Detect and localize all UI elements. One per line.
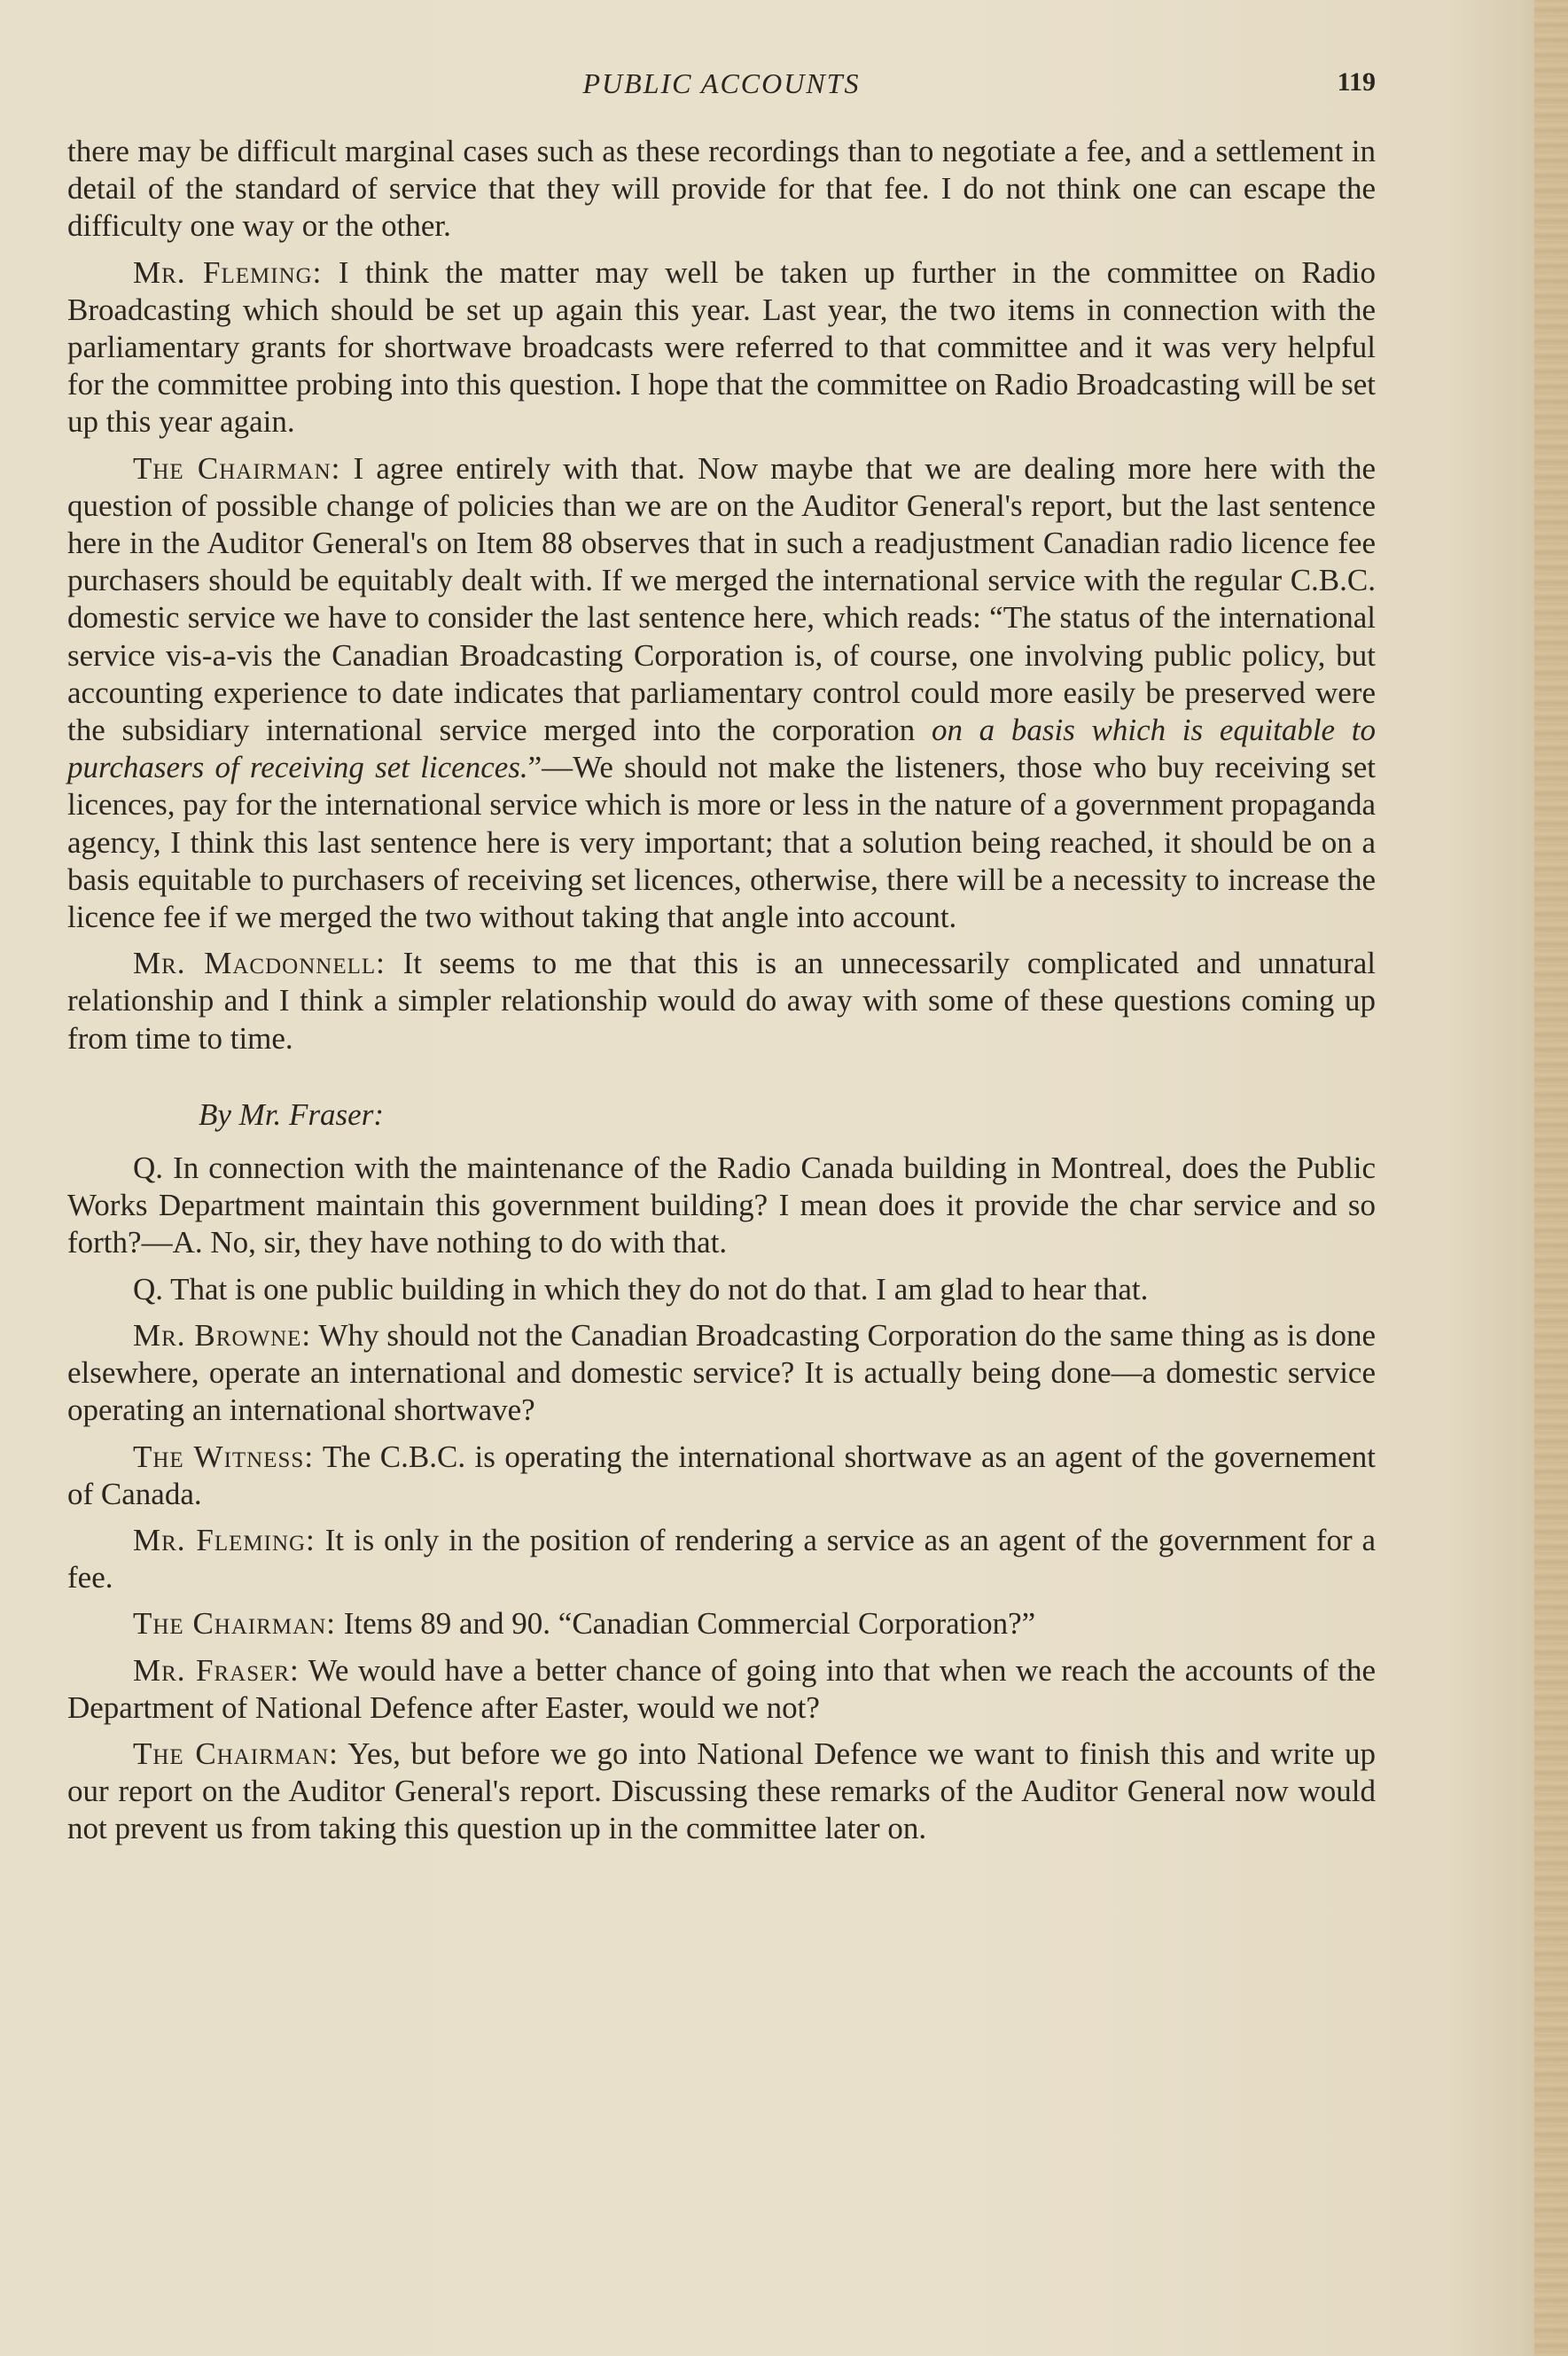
speaker-name: The Chairman: <box>133 1606 336 1642</box>
paragraph-text: Why should not the Canadian Broadcasting Corporation do the same thing as is done elsewhere, operate an international and domestic service? It is actually being done—a domestic service operating an international shortwave? <box>67 1317 1376 1428</box>
paragraph-text: Yes, but before we go into National Defence we want to finish this and write up our report on the Auditor General's report. Discussing these remarks of the Auditor General now would not prevent us from taking this question up in the committee later on. <box>67 1736 1376 1846</box>
speaker-name: Mr. Fraser: <box>133 1652 300 1688</box>
page-number: 119 <box>1337 67 1376 97</box>
speaker-name: Mr. Browne: <box>133 1317 312 1353</box>
paragraph-text: Q. That is one public building in which they do not do that. I am glad to hear that. <box>133 1271 1149 1307</box>
paragraph-text: I think the matter may well be taken up further in the committee on Radio Broadcasting which should be set up again this year. Last year, the two items in connection with the parliamentary grants for shortwave broadcasts were referred to that committee and it was very helpful for the committee probing into this question. I hope that the committee on Radio Broadcasting will be set up this year again. <box>67 254 1376 440</box>
paragraph <box>67 450 1376 937</box>
paragraph <box>67 945 1376 1057</box>
paragraph-text: I agree entirely with that. Now maybe that we are dealing more here with the question of possible change of policies than we are on the Auditor General's report, but the last sentence here in the Auditor General's on Item 88 observes that in such a readjustment Canadian radio licence fee purchasers should be equitably dealt with. If we merged the international service with the regular C.B.C. domestic service we have to consider the last sentence here, which reads: “The status of the international service vis-a-vis the Canadian Broadcasting Corporation is, of course, one involving public policy, but accounting experience to date indicates that parliamentary control could more easily be preserved were the subsidiary international service merged into the corporation <box>67 450 1376 748</box>
paragraph-text: It seems to me that this is an unnecessarily complicated and unnatural relationship and I think a simpler relationship would do away with some of these questions coming up from time to time. <box>67 946 1376 1056</box>
paragraph-text: We would have a better chance of going into that when we reach the accounts of the Department of National Defence after Easter, would we not? <box>67 1652 1376 1725</box>
running-title: PUBLIC ACCOUNTS <box>582 67 861 99</box>
speaker-name: Mr. Fleming: <box>133 1522 316 1557</box>
paragraph <box>67 1522 1376 1596</box>
paragraph <box>67 1605 1376 1642</box>
italic-quote: on a basis which is equitable to purchasers of receiving set licences. <box>67 713 1376 785</box>
paragraph <box>67 133 1376 246</box>
examiner-byline: By Mr. Fraser: <box>199 1096 384 1132</box>
paragraph <box>67 1271 1376 1308</box>
speaker-name: The Chairman: <box>133 1736 339 1771</box>
paragraph <box>67 1150 1376 1262</box>
page-edge <box>1534 0 1568 2356</box>
paragraph <box>67 1317 1376 1430</box>
paragraph-text: Q. In connection with the maintenance of the Radio Canada building in Montreal, does the Public Works Department maintain this government building? I mean does it provide the char service and so forth?—A. No, sir, they have nothing to do with that. <box>67 1151 1376 1260</box>
paragraph <box>67 1736 1376 1848</box>
paragraph-text: Items 89 and 90. “Canadian Commercial Corporation?” <box>335 1606 1036 1642</box>
paragraph-text: It is only in the position of rendering a service as an agent of the government for a fee. <box>67 1522 1376 1595</box>
document-body <box>67 133 1376 1857</box>
paragraph <box>67 1439 1376 1513</box>
speaker-name: Mr. Macdonnell: <box>133 946 386 981</box>
paragraph <box>67 254 1376 441</box>
paragraph-text: The C.B.C. is operating the international shortwave as an agent of the governement of Canada. <box>67 1439 1376 1511</box>
paragraph <box>67 1652 1376 1727</box>
speaker-name: The Chairman: <box>133 450 341 486</box>
running-header <box>67 67 1376 103</box>
speaker-name: The Witness: <box>133 1439 315 1474</box>
paragraph-text: ”—We should not make the listeners, those who buy receiving set licences, pay for the international service which is more or less in the nature of a government propaganda agency, I think this last sentence here is very important; that a solution being reached, it should be on a basis equitable to purchasers of receiving set licences, otherwise, there will be a necessity to increase the licence fee if we merged the two without taking that angle into account. <box>67 750 1376 935</box>
speaker-name: Mr. Fleming: <box>133 254 323 290</box>
paragraph-text: there may be difficult marginal cases such as these recordings than to negotiate a fee, and a settlement in detail of the standard of service that they will provide for that fee. I do not think one can escape the difficulty one way or the other. <box>67 134 1376 244</box>
